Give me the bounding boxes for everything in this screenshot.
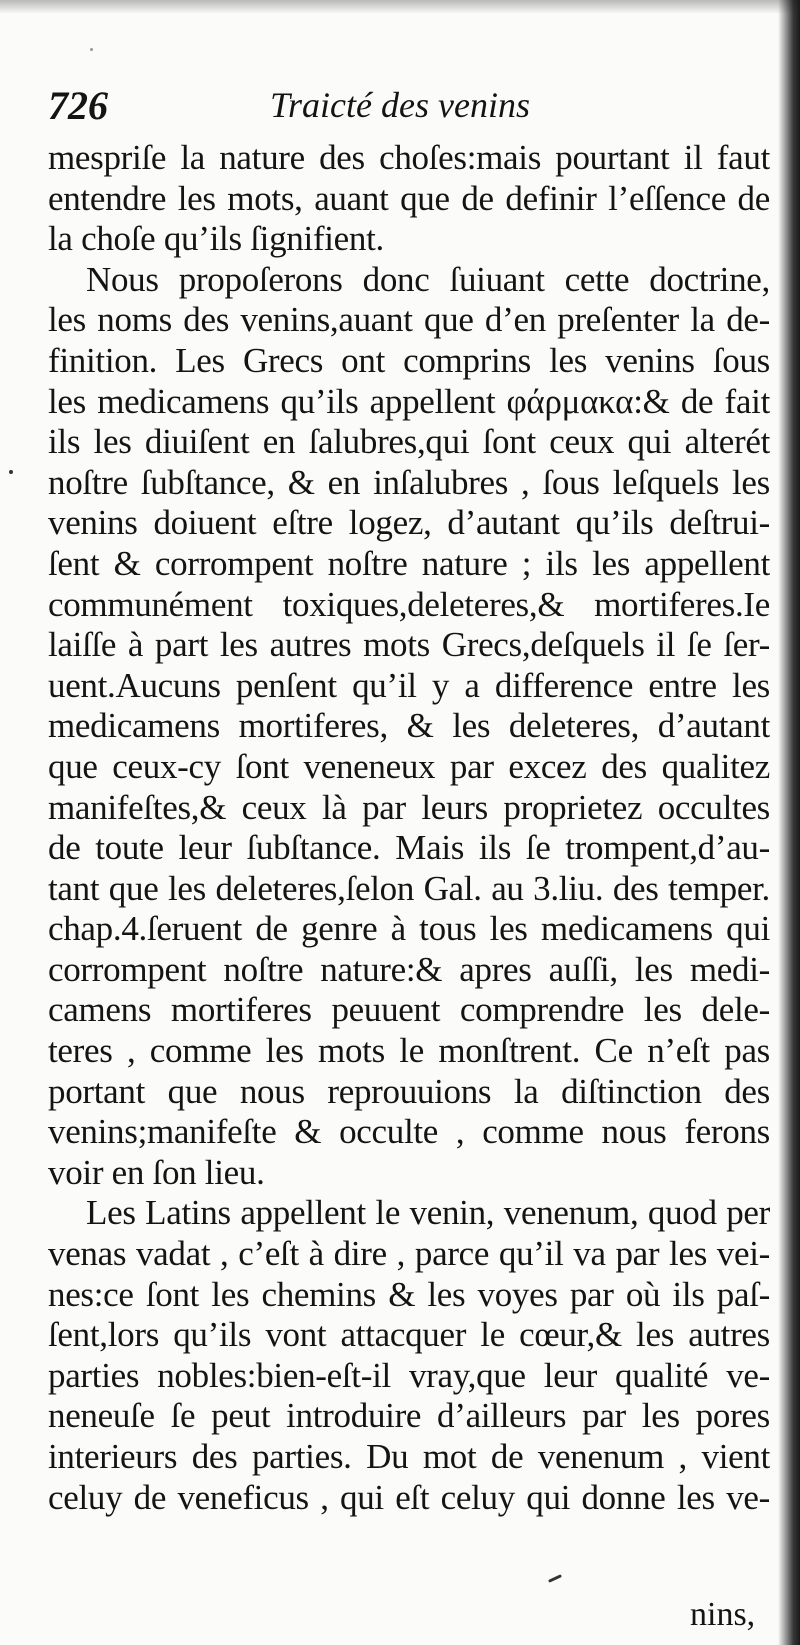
ink-speck — [548, 1574, 562, 1583]
text-line: laiſſe à part les autres mots Grecs,deſquels il ſe ſer- — [48, 625, 770, 665]
text-line: interieurs des parties. Du mot de venenum , vient — [48, 1437, 770, 1476]
ink-speck — [90, 48, 93, 51]
text-line: chap.4.ſeruent de genre à tous les medicamens qui — [48, 909, 770, 949]
text-line: tant que les deleteres,ſelon Gal. au 3.liu. des temper. — [48, 868, 770, 908]
text-line: venas vadat , c’eſt à dire , parce qu’il va par les vei- — [48, 1234, 770, 1274]
text-line: venins;manifeſte & occulte , comme nous ferons — [48, 1112, 770, 1152]
text-line: celuy de veneficus , qui eſt celuy qui donne les ve- — [48, 1477, 770, 1517]
text-line: nes:ce ſont les chemins & les voyes par où ils paſ- — [48, 1274, 770, 1314]
text-line: venins doiuent eſtre logez, d’autant qu’ils deſtrui- — [48, 503, 770, 543]
text-line: entendre les mots, auant que de definir l’eſſence de — [48, 178, 770, 218]
text-line: Les Latins appellent le venin, venenum, quod per — [86, 1193, 770, 1233]
text-line: de toute leur ſubſtance. Mais ils ſe trompent,d’au- — [48, 828, 770, 868]
text-line: medicamens mortiferes, & les deleteres, d’autant — [48, 706, 770, 746]
text-line: ſent & corrompent noſtre nature ; ils les appellent — [48, 543, 770, 583]
body-text — [48, 138, 770, 1518]
text-line: parties nobles:bien-eſt-il vray,que leur qualité ve- — [48, 1355, 770, 1395]
running-title: Traicté des venins — [270, 85, 530, 125]
text-line: neneuſe ſe peut introduire d’ailleurs par les pores — [48, 1396, 770, 1436]
text-line: camens mortiferes peuuent comprendre les dele- — [48, 990, 770, 1030]
text-line: ils les diuiſent en ſalubres,qui ſont ceux qui alterét — [48, 422, 770, 462]
text-line: finition. Les Grecs ont comprins les venins ſous — [48, 340, 770, 380]
text-line: les noms des venins,auant que d’en preſenter la de- — [48, 300, 770, 340]
text-line: communément toxiques,deleteres,& mortiferes.Ie — [48, 584, 770, 624]
scan-edge-top — [0, 0, 800, 14]
book-gutter-shadow — [778, 0, 800, 1645]
text-line: portant que nous reprouuions la diſtinction des — [48, 1071, 770, 1111]
text-line: voir en ſon lieu. — [48, 1152, 265, 1192]
text-line: teres , comme les mots le monſtrent. Ce n’eſt pas — [48, 1031, 770, 1071]
text-line: manifeſtes,& ceux là par leurs proprietez occultes — [48, 787, 770, 827]
text-line: ſent,lors qu’ils vont attacquer le cœur,& les autres — [48, 1315, 770, 1355]
catchword: nins, — [690, 1596, 756, 1633]
text-line: corrompent noſtre nature:& apres auſſi, les medi- — [48, 949, 770, 989]
text-line: noſtre ſubſtance, & en inſalubres , ſous leſquels les — [48, 462, 770, 502]
text-line: les medicamens qu’ils appellent φάρμακα:& de fait — [48, 381, 770, 421]
running-head — [48, 82, 748, 138]
text-line: Nous propoſerons donc ſuiuant cette doctrine, — [86, 259, 770, 299]
text-line: que ceux-cy ſont veneneux par excez des qualitez — [48, 746, 770, 786]
text-line: uent.Aucuns penſent qu’il y a difference entre les — [48, 665, 770, 705]
text-line: mespriſe la nature des choſes:mais pourtant il faut — [48, 138, 770, 177]
text-line: la choſe qu’ils ſignifient. — [48, 219, 384, 259]
page-number: 726 — [48, 83, 108, 128]
ink-speck — [9, 470, 13, 474]
